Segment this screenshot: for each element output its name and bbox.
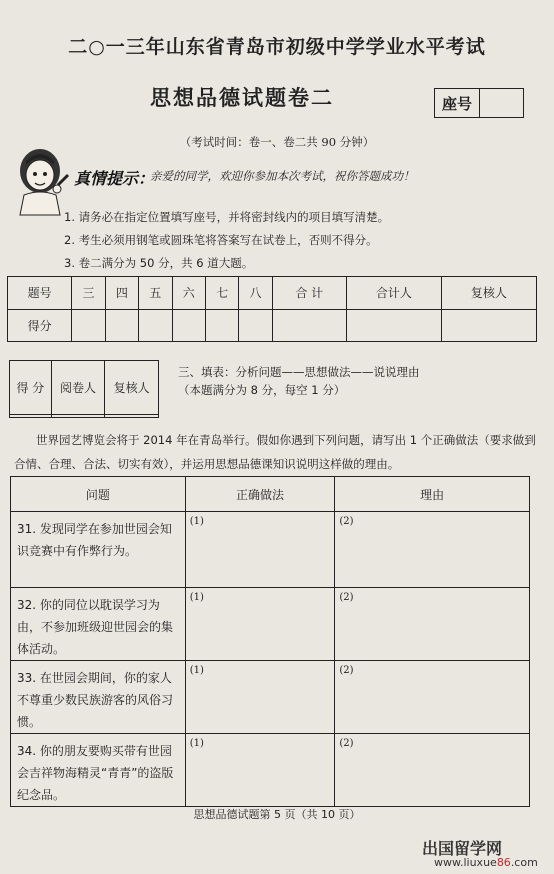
reason-blank[interactable]: (2) xyxy=(335,512,530,588)
question-text: 31. 发现同学在参加世园会知识竞赛中有作弊行为。 xyxy=(11,512,186,588)
answer-blank[interactable]: (1) xyxy=(185,588,335,661)
question-text: 34. 你的朋友要购买带有世园会吉祥物海精灵“青青”的盗版纪念品。 xyxy=(11,734,186,807)
grader-table xyxy=(9,360,159,418)
tip-message: 亲爱的同学，欢迎你参加本次考试，祝你答题成功！ xyxy=(150,169,415,183)
answer-col-header: 正确做法 xyxy=(185,477,335,512)
question-row xyxy=(11,512,530,588)
watermark-name: 出国留学网 xyxy=(422,839,503,858)
score-header-cell: 复核人 xyxy=(441,277,536,310)
score-blank-cell[interactable] xyxy=(272,309,346,342)
score-header-cell: 题号 xyxy=(8,277,72,310)
score-header-row xyxy=(8,277,537,310)
score-blank-cell[interactable] xyxy=(441,309,536,342)
score-blank-cell[interactable] xyxy=(105,309,138,342)
reason-blank[interactable]: (2) xyxy=(335,588,530,661)
question-header-row xyxy=(11,477,530,512)
score-value-row xyxy=(8,309,537,342)
score-blank-cell[interactable] xyxy=(239,309,272,342)
score-row-label: 得分 xyxy=(8,309,72,342)
watermark-url-prefix: www.liuxue xyxy=(434,856,497,869)
question-table xyxy=(10,476,530,807)
score-header-cell: 三 xyxy=(72,277,105,310)
score-blank-cell[interactable] xyxy=(139,309,172,342)
score-header-cell: 合 计 xyxy=(272,277,346,310)
score-header-cell: 八 xyxy=(239,277,272,310)
reason-col-header: 理由 xyxy=(335,477,530,512)
watermark-url xyxy=(434,856,538,869)
watermark-url-number: 86 xyxy=(496,856,511,869)
girl-cartoon-icon xyxy=(10,145,72,217)
watermark-url-suffix: .com xyxy=(510,856,538,869)
grader-blank-cell[interactable] xyxy=(51,415,105,418)
question-text: 32. 你的同位以耽误学习为由，不参加班级迎世园会的集体活动。 xyxy=(11,588,186,661)
page-footer: 思想品德试题第 5 页（共 10 页） xyxy=(193,808,361,821)
score-header-cell: 六 xyxy=(172,277,205,310)
score-header-cell: 五 xyxy=(139,277,172,310)
question-row xyxy=(11,661,530,734)
reason-blank[interactable]: (2) xyxy=(335,734,530,807)
grader-blank-row xyxy=(10,415,159,418)
seat-label: 座号 xyxy=(435,89,480,117)
instruction-item: 1. 请务必在指定位置填写座号，并将密封线内的项目填写清楚。 xyxy=(64,210,390,224)
grader-header-cell: 阅卷人 xyxy=(51,361,105,415)
section-three-title: 三、填表：分析问题——思想做法——说说理由 xyxy=(178,365,420,379)
question-row xyxy=(11,588,530,661)
tip-title: 真情提示： xyxy=(74,169,155,188)
paper-title: 思想品德试题卷二 xyxy=(150,85,334,110)
grader-header-row xyxy=(10,361,159,415)
instruction-item: 3. 卷二满分为 50 分，共 6 道大题。 xyxy=(64,256,254,270)
seat-number-box xyxy=(434,88,524,118)
score-header-cell: 七 xyxy=(205,277,238,310)
score-header-cell: 合计人 xyxy=(346,277,441,310)
question-col-header: 问题 xyxy=(11,477,186,512)
section-three-heading xyxy=(178,363,420,399)
section-three-note: （本题满分为 8 分，每空 1 分） xyxy=(178,383,346,397)
reason-blank[interactable]: (2) xyxy=(335,661,530,734)
question-intro: 世界园艺博览会将于 2014 年在青岛举行。假如你遇到下列问题，请写出 1 个正确做法（要求做到合情、合理、合法、切实有效），并运用思想品德课知识说明这样做的理由。 xyxy=(14,433,536,471)
score-table xyxy=(7,276,537,342)
score-header-cell: 四 xyxy=(105,277,138,310)
score-blank-cell[interactable] xyxy=(346,309,441,342)
score-blank-cell[interactable] xyxy=(205,309,238,342)
answer-blank[interactable]: (1) xyxy=(185,734,335,807)
grader-header-cell: 得 分 xyxy=(10,361,52,415)
answer-blank[interactable]: (1) xyxy=(185,661,335,734)
question-row xyxy=(11,734,530,807)
score-blank-cell[interactable] xyxy=(72,309,105,342)
score-blank-cell[interactable] xyxy=(172,309,205,342)
exam-title: 二○一三年山东省青岛市初级中学学业水平考试 xyxy=(68,36,486,58)
instruction-item: 2. 考生必须用钢笔或圆珠笔将答案写在试卷上，否则不得分。 xyxy=(64,233,378,247)
exam-time-note: （考试时间：卷一、卷二共 90 分钟） xyxy=(179,135,375,149)
answer-blank[interactable]: (1) xyxy=(185,512,335,588)
question-text: 33. 在世园会期间，你的家人不尊重少数民族游客的风俗习惯。 xyxy=(11,661,186,734)
grader-blank-cell[interactable] xyxy=(10,415,52,418)
grader-header-cell: 复核人 xyxy=(105,361,159,415)
instructions-list xyxy=(64,206,389,275)
grader-blank-cell[interactable] xyxy=(105,415,159,418)
